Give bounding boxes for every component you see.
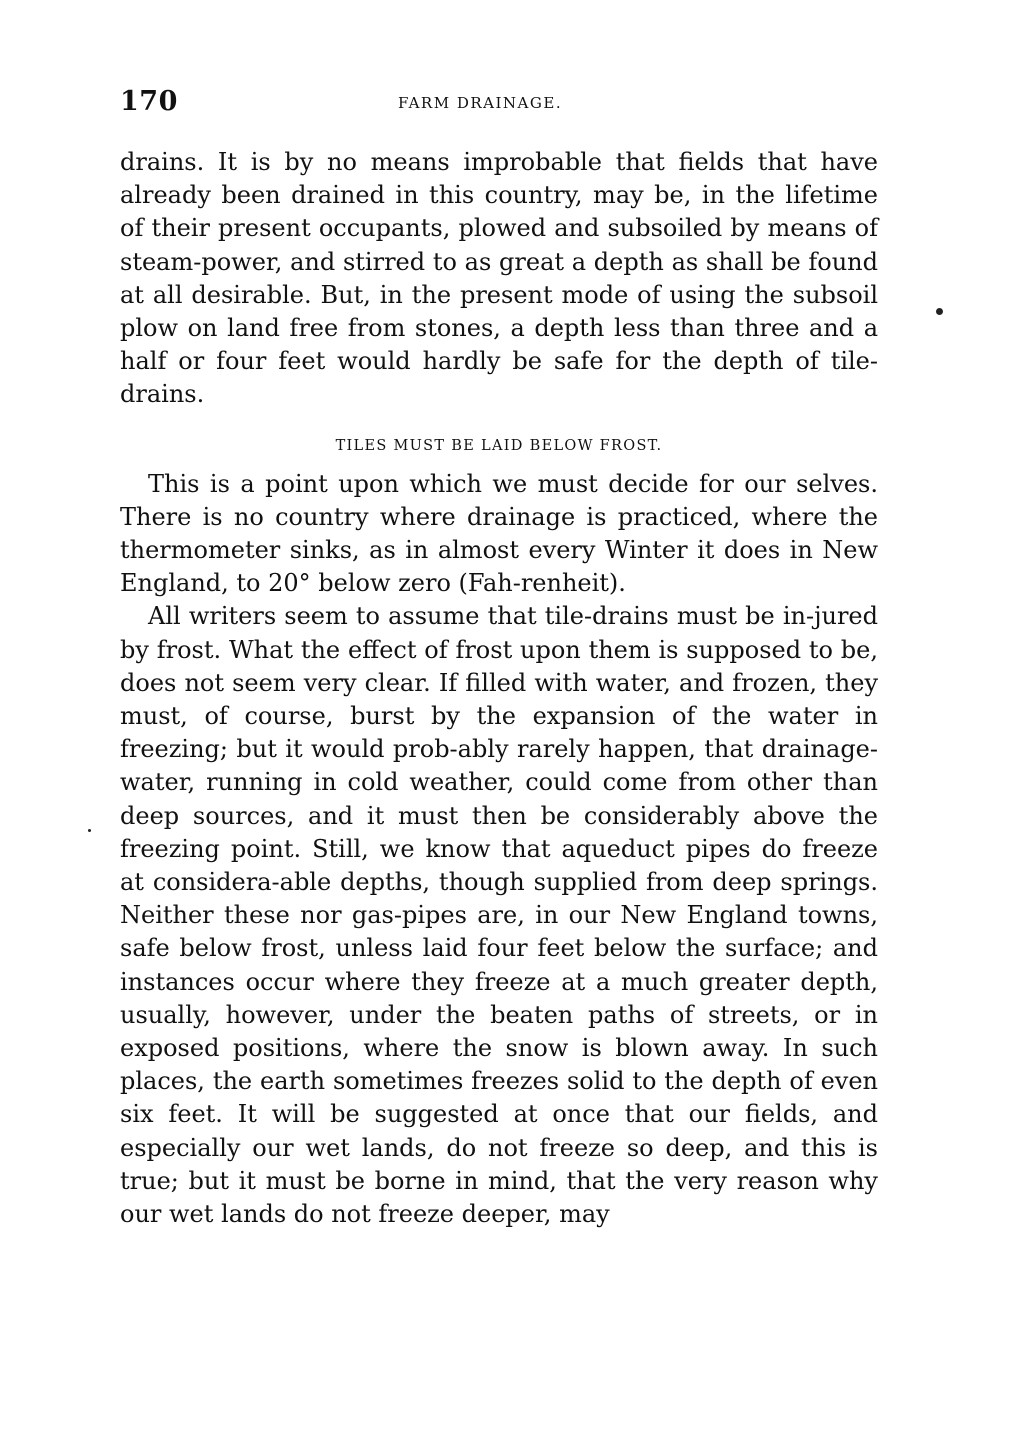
page-number: 170 — [120, 86, 178, 117]
body-text — [120, 146, 878, 1231]
scan-speck — [88, 829, 91, 832]
section-heading: TILES MUST BE LAID BELOW FROST. — [335, 437, 663, 454]
paragraph-continuation: drains. It is by no means improbable that fields that have already been drained in this country, may be, in the lifetime of their present occupants, plowed and subsoiled by means of steam-power, and stirred to as great a depth as shall be found at all desirable. But, in the present mode of using the subsoil plow on land free from stones, a depth less than three and a half or four feet would hardly be safe for the depth of tile-drains. — [120, 148, 878, 409]
paragraph: All writers seem to assume that tile-drains must be in-jured by frost. What the effect of frost upon them is supposed to be, does not seem very clear. If filled with water, and frozen, they must, of course, burst by the expansion of the water in freezing; but it would prob-ably rarely happen, that drainage-water, running in cold weather, could come from other than deep sources, and it must then be considerably above the freezing point. Still, we know that aqueduct pipes do freeze at considera-able depths, though supplied from deep springs. Neither these nor gas-pipes are, in our New England towns, safe below frost, unless laid four feet below the surface; and instances occur where they freeze at a much greater depth, usually, however, under the beaten paths of streets, or in exposed positions, where the snow is blown away. In such places, the earth sometimes freezes solid to the depth of even six feet. It will be suggested at once that our fields, and especially our wet lands, do not freeze so deep, and this is true; but it must be borne in mind, that the very reason why our wet lands do not freeze deeper, may — [120, 602, 878, 1229]
running-title: FARM DRAINAGE. — [398, 94, 563, 112]
paragraph: This is a point upon which we must decide for our selves. There is no country where drainage is practiced, where the thermometer sinks, as in almost every Winter it does in New England, to 20° below zero (Fah-renheit). — [120, 469, 878, 598]
scan-speck — [936, 308, 943, 315]
page-header — [120, 86, 880, 126]
